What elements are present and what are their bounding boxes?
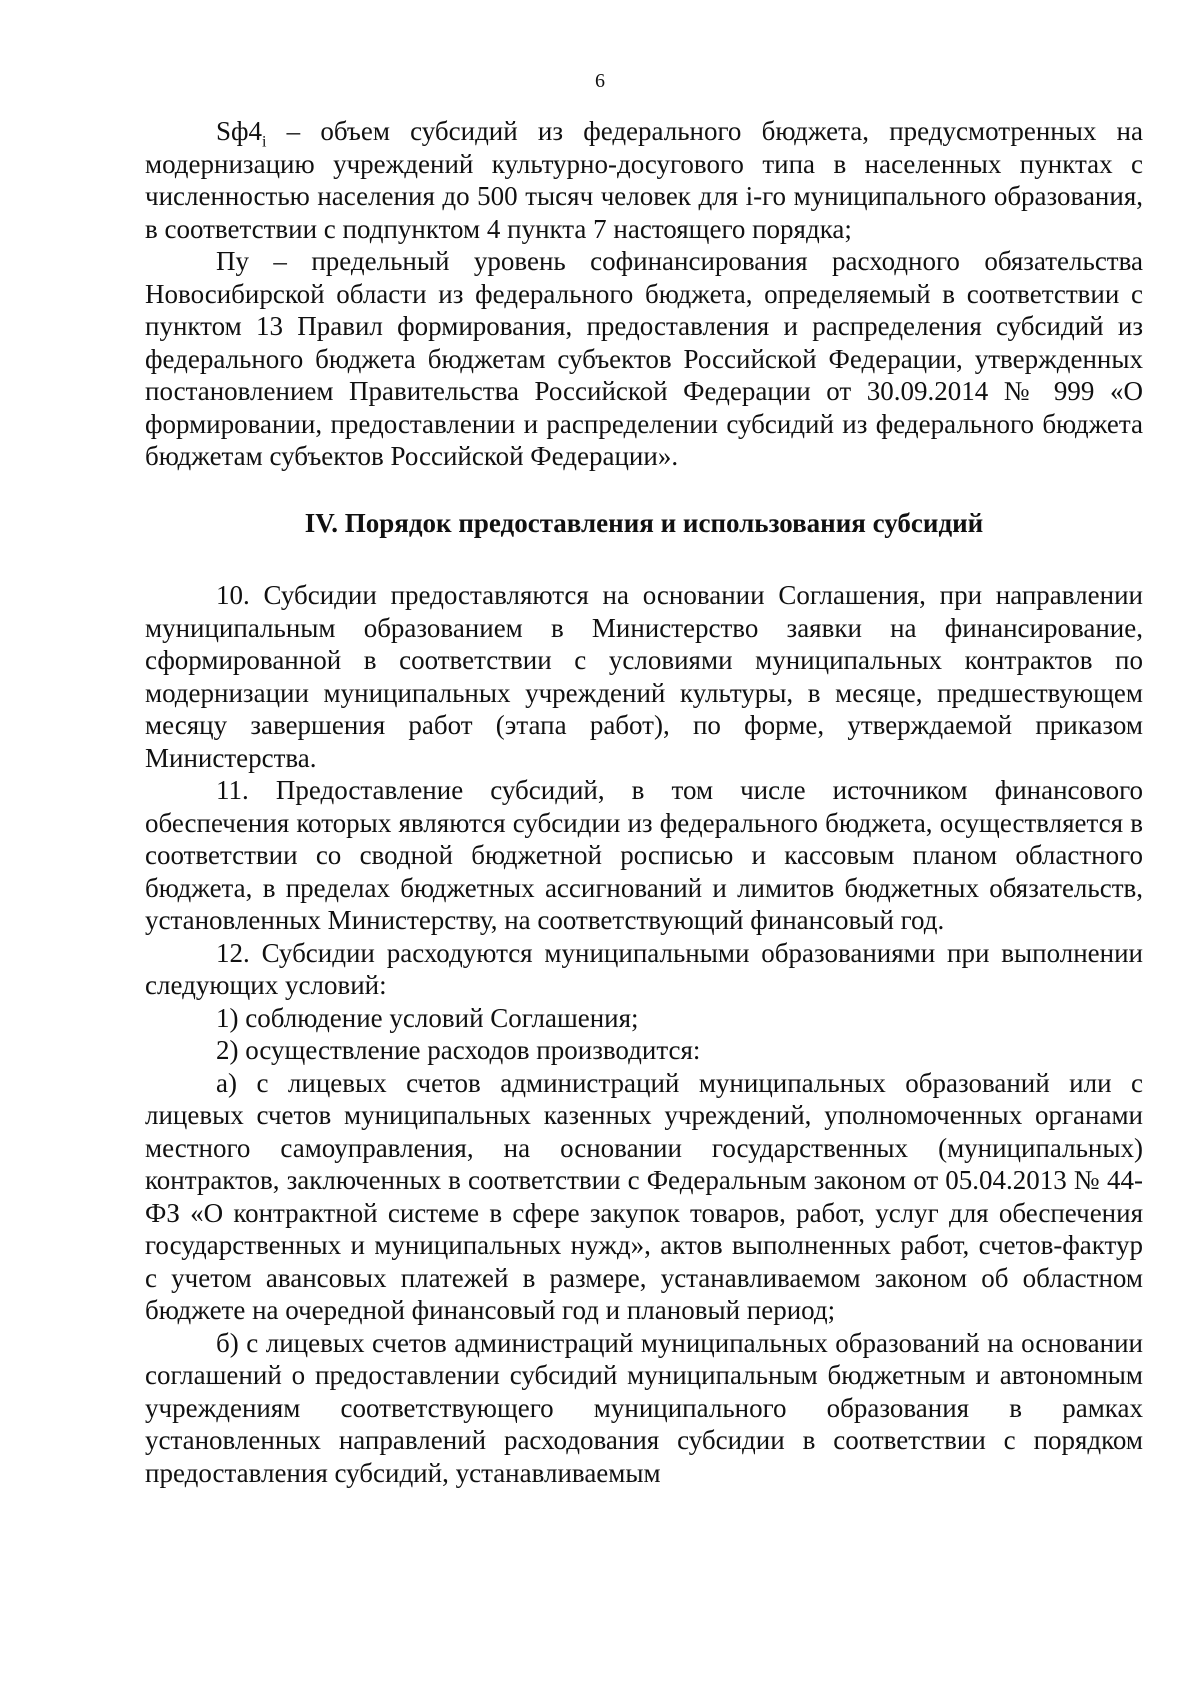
paragraph-item-10: 10. Субсидии предоставляются на основании Соглашения, при направлении муниципальным образованием в Министерство заявки на финансирование, сформированной в соответствии с условиями муниципальных контрактов по модернизации муниципальных учреждений культуры, в месяце, предшествующем месяцу завершения работ (этапа работ), по форме, утверждаемой приказом Министерства. (145, 580, 1143, 773)
page-number: 6 (595, 70, 605, 92)
paragraph-item-11: 11. Предоставление субсидий, в том числе источником финансового обеспечения которых являются субсидии из федерального бюджета, осуществляется в соответствии со сводной бюджетной росписью и кассовым планом областного бюджета, в пределах бюджетных ассигнований и лимитов бюджетных обязательств, установленных Министерству, на соответствующий финансовый год. (145, 775, 1143, 935)
paragraph-pu-definition: Пу – предельный уровень софинансирования расходного обязательства Новосибирской области из федерального бюджета, определяемый в соответствии с пунктом 13 Правил формирования, предоставления и распределения субсидий из федерального бюджета бюджетам субъектов Российской Федерации, утвержденных постановлением Правительства Российской Федерации от 30.09.2014 № 999 «О формировании, предоставлении и распределении субсидий из федерального бюджета бюджетам субъектов Российской Федерации». (145, 246, 1143, 471)
paragraph-item-12: 12. Субсидии расходуются муниципальными образованиями при выполнении следующих условий: (145, 937, 1143, 1000)
paragraph-subitem-a: а) с лицевых счетов администраций муниципальных образований или с лицевых счетов муниципальных казенных учреждений, уполномоченных органами местного самоуправления, на основании государственных (муниципальных) контрактов, заключенных в соответствии с Федеральным законом от 05.04.2013 № 44-ФЗ «О контрактной системе в сфере закупок товаров, работ, услуг для обеспечения государственных и муниципальных нужд», актов выполненных работ, счетов-фактур с учетом авансовых платежей в размере, устанавливаемом законом об областном бюджете на очередной финансовый год и плановый период; (145, 1067, 1143, 1325)
paragraph-subitem-b: б) с лицевых счетов администраций муниципальных образований на основании соглашений о предоставлении субсидий муниципальным бюджетным и автономным учреждениям соответствующего муниципального образования в рамках установленных направлений расходования субсидии в соответствии с порядком предоставления субсидий, устанавливаемым (145, 1327, 1143, 1488)
paragraph-condition-1: 1) соблюдение условий Соглашения; (216, 1002, 639, 1033)
formula-subscript: i (262, 133, 267, 151)
paragraph-sf4-definition (145, 115, 1143, 245)
document-body (145, 115, 1143, 1489)
section-heading: IV. Порядок предоставления и использования субсидий (304, 507, 984, 538)
paragraph-condition-2: 2) осуществление расходов производится: (216, 1035, 701, 1065)
formula-symbol: Sф4 (216, 116, 263, 146)
paragraph-text: – объем субсидий из федерального бюджета, предусмотренных на модернизацию учреждений культурно-досугового типа в населенных пунктах с численностью населения до 500 тысяч человек для i-го муниципального образования, в соответствии с подпунктом 4 пункта 7 настоящего порядка; (145, 116, 1143, 244)
